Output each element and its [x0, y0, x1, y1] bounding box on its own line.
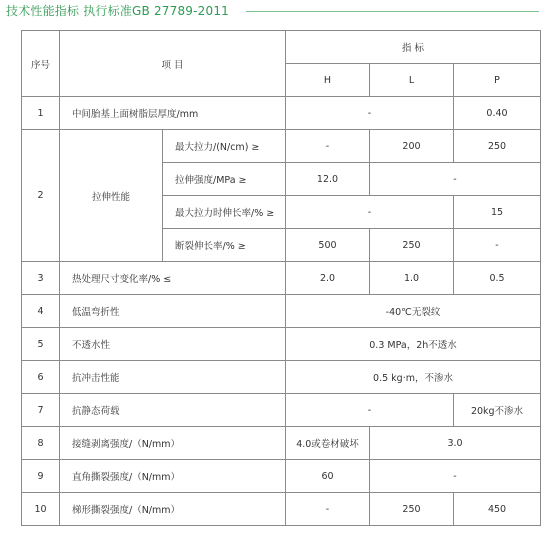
header-indicator: 指 标 — [286, 31, 541, 64]
table-row — [22, 361, 541, 394]
row-no: 4 — [22, 295, 60, 328]
table-row — [22, 328, 541, 361]
table-row — [22, 295, 541, 328]
row-subitem: 最大拉力/(N/cm) ≥ — [163, 130, 286, 163]
row-value-l: 200 — [370, 130, 454, 163]
row-value-lp: 3.0 — [370, 427, 541, 460]
row-value-p: 20kg不渗水 — [454, 394, 541, 427]
row-value-p: 0.40 — [454, 97, 541, 130]
row-value-p: 250 — [454, 130, 541, 163]
row-value-p: - — [454, 229, 541, 262]
table-row — [22, 394, 541, 427]
row-value-hl: - — [286, 97, 454, 130]
header-h: H — [286, 64, 370, 97]
row-no: 8 — [22, 427, 60, 460]
row-value-h: - — [286, 493, 370, 526]
row-value-h: 4.0或卷材破坏 — [286, 427, 370, 460]
row-value-all: 0.3 MPa，2h不透水 — [286, 328, 541, 361]
row-value-p: 450 — [454, 493, 541, 526]
row-value-l: 250 — [370, 493, 454, 526]
row-value-p: 15 — [454, 196, 541, 229]
row-value-h: - — [286, 130, 370, 163]
table-row — [22, 130, 541, 163]
row-value-hl: - — [286, 196, 454, 229]
table-row — [22, 262, 541, 295]
row-value-hl: - — [286, 394, 454, 427]
title-divider — [246, 11, 539, 12]
row-value-all: 0.5 kg·m，不渗水 — [286, 361, 541, 394]
row-subitem: 拉伸强度/MPa ≥ — [163, 163, 286, 196]
row-no: 3 — [22, 262, 60, 295]
header-l: L — [370, 64, 454, 97]
row-no: 7 — [22, 394, 60, 427]
table-row — [22, 97, 541, 130]
row-no: 2 — [22, 130, 60, 262]
table-row — [22, 427, 541, 460]
row-item: 直角撕裂强度/（N/mm） — [60, 460, 286, 493]
row-value-all: -40℃无裂纹 — [286, 295, 541, 328]
row-value-l: 1.0 — [370, 262, 454, 295]
row-item: 不透水性 — [60, 328, 286, 361]
row-no: 6 — [22, 361, 60, 394]
row-value-h: 12.0 — [286, 163, 370, 196]
spec-table — [21, 30, 541, 526]
row-value-h: 500 — [286, 229, 370, 262]
row-item: 热处理尺寸变化率/% ≤ — [60, 262, 286, 295]
row-no: 10 — [22, 493, 60, 526]
row-subitem: 最大拉力时伸长率/% ≥ — [163, 196, 286, 229]
table-row — [22, 460, 541, 493]
page-title: 技术性能指标 执行标准GB 27789-2011 — [6, 4, 230, 18]
row-value-p: 0.5 — [454, 262, 541, 295]
row-value-l: 250 — [370, 229, 454, 262]
header-item: 项 目 — [60, 31, 286, 97]
header-seq: 序号 — [22, 31, 60, 97]
row-value-h: 60 — [286, 460, 370, 493]
row-item: 接缝剥离强度/（N/mm） — [60, 427, 286, 460]
row-item: 抗静态荷载 — [60, 394, 286, 427]
row-item: 抗冲击性能 — [60, 361, 286, 394]
row-group: 拉伸性能 — [60, 130, 163, 262]
row-no: 9 — [22, 460, 60, 493]
row-value-lp: - — [370, 163, 541, 196]
row-value-h: 2.0 — [286, 262, 370, 295]
row-item: 低温弯折性 — [60, 295, 286, 328]
row-no: 1 — [22, 97, 60, 130]
row-value-lp: - — [370, 460, 541, 493]
table-header-row — [22, 31, 541, 64]
row-item: 梯形撕裂强度/（N/mm） — [60, 493, 286, 526]
header-p: P — [454, 64, 541, 97]
row-no: 5 — [22, 328, 60, 361]
row-item: 中间胎基上面树脂层厚度/mm — [60, 97, 286, 130]
row-subitem: 断裂伸长率/% ≥ — [163, 229, 286, 262]
table-row — [22, 493, 541, 526]
title-bar — [0, 0, 555, 20]
